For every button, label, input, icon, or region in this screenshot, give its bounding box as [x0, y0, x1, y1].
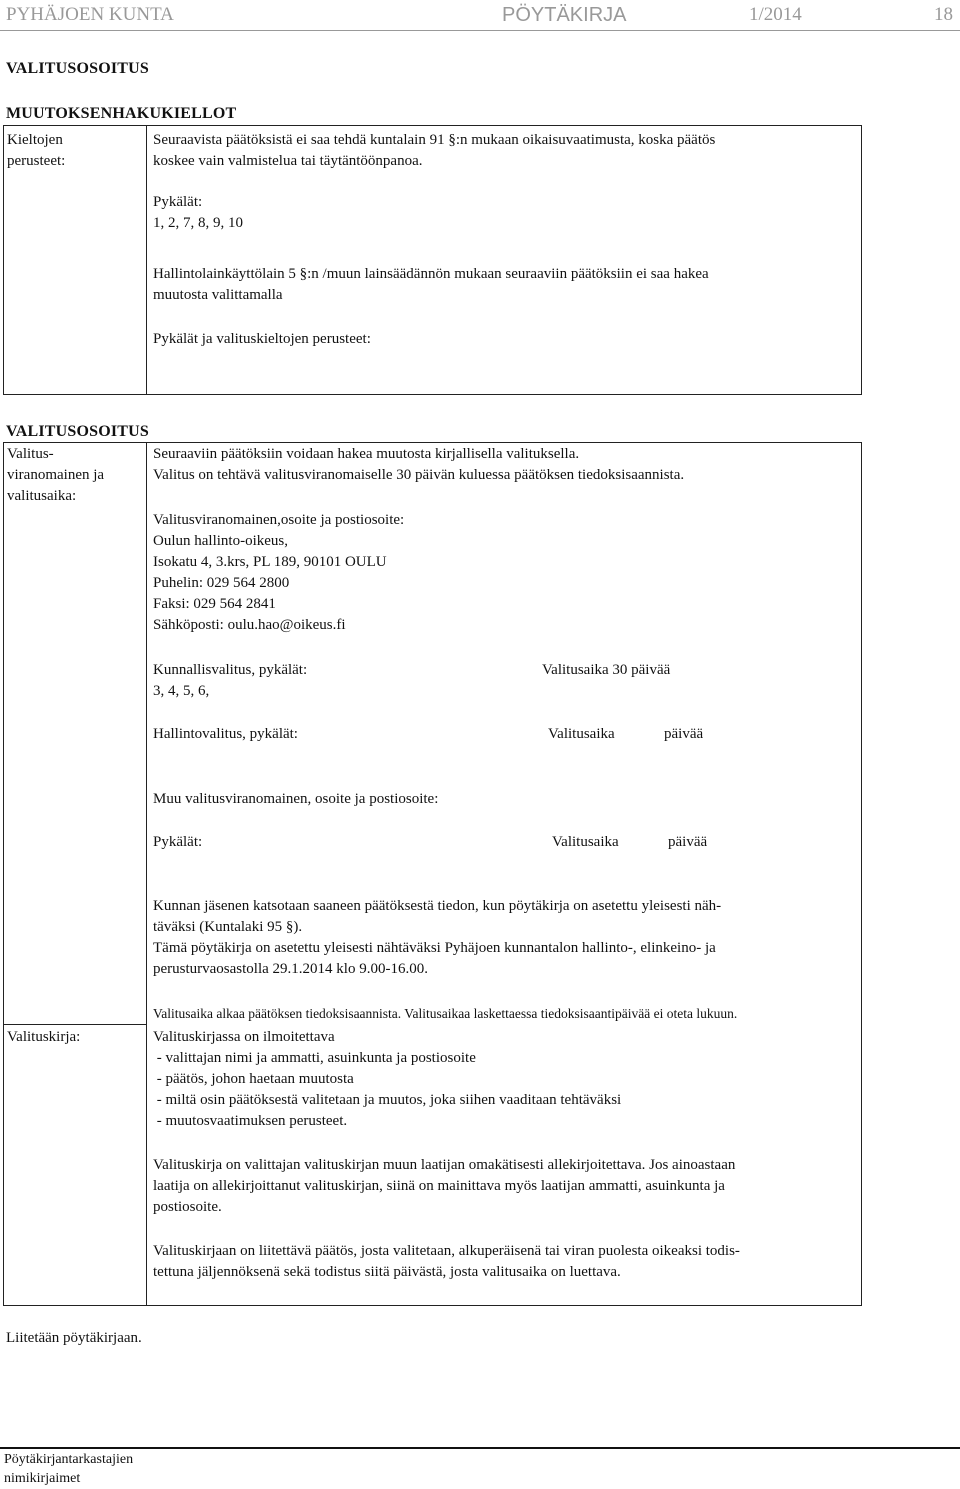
- letter-requirements: Valituskirjassa on ilmoitettava - valittajan nimi ja ammatti, asuinkunta ja postiosoite - päätös, johon haetaan muutosta - miltä osin päätöksestä valitetaan ja muutos, joka siihen vaaditaan tehtäväksi - muutosvaatimuksen perusteet.: [153, 1027, 853, 1132]
- restrictions-heading: MUUTOKSENHAKUKIELLOT: [6, 105, 237, 122]
- list-item: - valittajan nimi ja ammatti, asuinkunta ja postiosoite: [153, 1050, 476, 1066]
- signature-line: [0, 1447, 960, 1449]
- publication-notice: Kunnan jäsenen katsotaan saaneen päätöksestä tiedon, kun pöytäkirja on asetettu yleisesti näh- täväksi (Kuntalaki 95 §). Tämä pöytäkirja on asetettu yleisesti nähtäväksi Pyhäjoen kunnantalon hallinto-, elinkeino- ja perusturvaosastolla 29.1.2014 klo 9.00-16.00.: [153, 898, 722, 977]
- appeal-authority: Valitusviranomainen,osoite ja postiosoite: Oulun hallinto-oikeus, Isokatu 4, 3.krs, PL 189, 90101 OULU Puhelin: 029 564 2800 Faksi: 029 564 2841 Sähköposti: oulu.hao@oikeus.fi: [153, 512, 405, 633]
- page-number: 18: [934, 4, 953, 25]
- restrictions-intro: Seuraavista päätöksistä ei saa tehdä kuntalain 91 §:n mukaan oikaisuvaatimusta, koska päätös koskee vain valmistelua tai täytäntöönpanoa.: [153, 132, 716, 169]
- label-divider: [3, 1024, 147, 1025]
- municipal-appeal: Kunnallisvalitus, pykälät: 3, 4, 5, 6,: [153, 662, 308, 699]
- list-item: - muutosvaatimuksen perusteet.: [153, 1113, 348, 1129]
- administrative-appeal-time-unit: päivää: [664, 726, 704, 742]
- letter-signature: Valituskirja on valittajan valituskirjan muun laatijan omakätisesti allekirjoitettava. Jos ainoastaan laatija on allekirjoittanut valituskirjan, siinä on mainittava myös laatijan ammatti, asuinkunta ja postiosoite.: [153, 1157, 736, 1215]
- administrative-appeal: Hallintovalitus, pykälät:: [153, 726, 298, 742]
- page-title: VALITUSOSOITUS: [6, 60, 150, 77]
- document-number: 1/2014: [749, 4, 802, 25]
- administrative-appeal-time-word: Valitusaika: [548, 726, 615, 742]
- appeal-heading: VALITUSOSOITUS: [6, 423, 150, 440]
- list-item: - päätös, johon haetaan muutosta: [153, 1071, 354, 1087]
- page-header: [0, 0, 960, 32]
- other-authority: Muu valitusviranomainen, osoite ja postiosoite:: [153, 791, 439, 807]
- restrictions-admin-law: Hallintolainkäyttölain 5 §:n /muun lainsäädännön mukaan seuraaviin päätöksiin ei saa hakea muutosta valittamalla: [153, 266, 709, 303]
- attached-note: Liitetään pöytäkirjaan.: [6, 1330, 142, 1346]
- letter-label: Valituskirja:: [7, 1029, 81, 1045]
- restrictions-grounds: Pykälät ja valituskieltojen perusteet:: [153, 331, 371, 347]
- other-time-word: Valitusaika: [552, 834, 619, 850]
- municipality-name: PYHÄJOEN KUNTA: [6, 4, 174, 25]
- other-time-unit: päivää: [668, 834, 708, 850]
- letter-attachments: Valituskirjaan on liitettävä päätös, josta valitetaan, alkuperäisenä tai viran puolesta oikeaksi todis- tettuna jäljennöksenä sekä todistus siitä päivästä, josta valitusaika on luettava.: [153, 1243, 740, 1280]
- appeal-label: Valitus- viranomainen ja valitusaika:: [7, 446, 105, 504]
- municipal-appeal-time: Valitusaika 30 päivää: [542, 662, 671, 678]
- checkers-initials: Pöytäkirjantarkastajien nimikirjaimet: [4, 1452, 134, 1486]
- other-sections: Pykälät:: [153, 834, 203, 850]
- restrictions-column-divider: [146, 125, 147, 395]
- document-type: PÖYTÄKIRJA: [502, 4, 627, 26]
- header-divider: [0, 30, 960, 31]
- appeal-column-divider: [146, 442, 147, 1306]
- appeal-intro: Seuraaviin päätöksiin voidaan hakea muutosta kirjallisella valituksella. Valitus on tehtävä valitusviranomaiselle 30 päivän kuluessa päätöksen tiedoksisaannista.: [153, 446, 685, 483]
- restrictions-sections: Pykälät: 1, 2, 7, 8, 9, 10: [153, 194, 243, 231]
- restrictions-label: Kieltojen perusteet:: [7, 132, 66, 169]
- appeal-time-note: Valitusaika alkaa päätöksen tiedoksisaannista. Valitusaikaa laskettaessa tiedoksisaantipäivää ei oteta lukuun.: [153, 1006, 738, 1021]
- list-item: - miltä osin päätöksestä valitetaan ja muutos, joka siihen vaaditaan tehtäväksi: [153, 1092, 622, 1108]
